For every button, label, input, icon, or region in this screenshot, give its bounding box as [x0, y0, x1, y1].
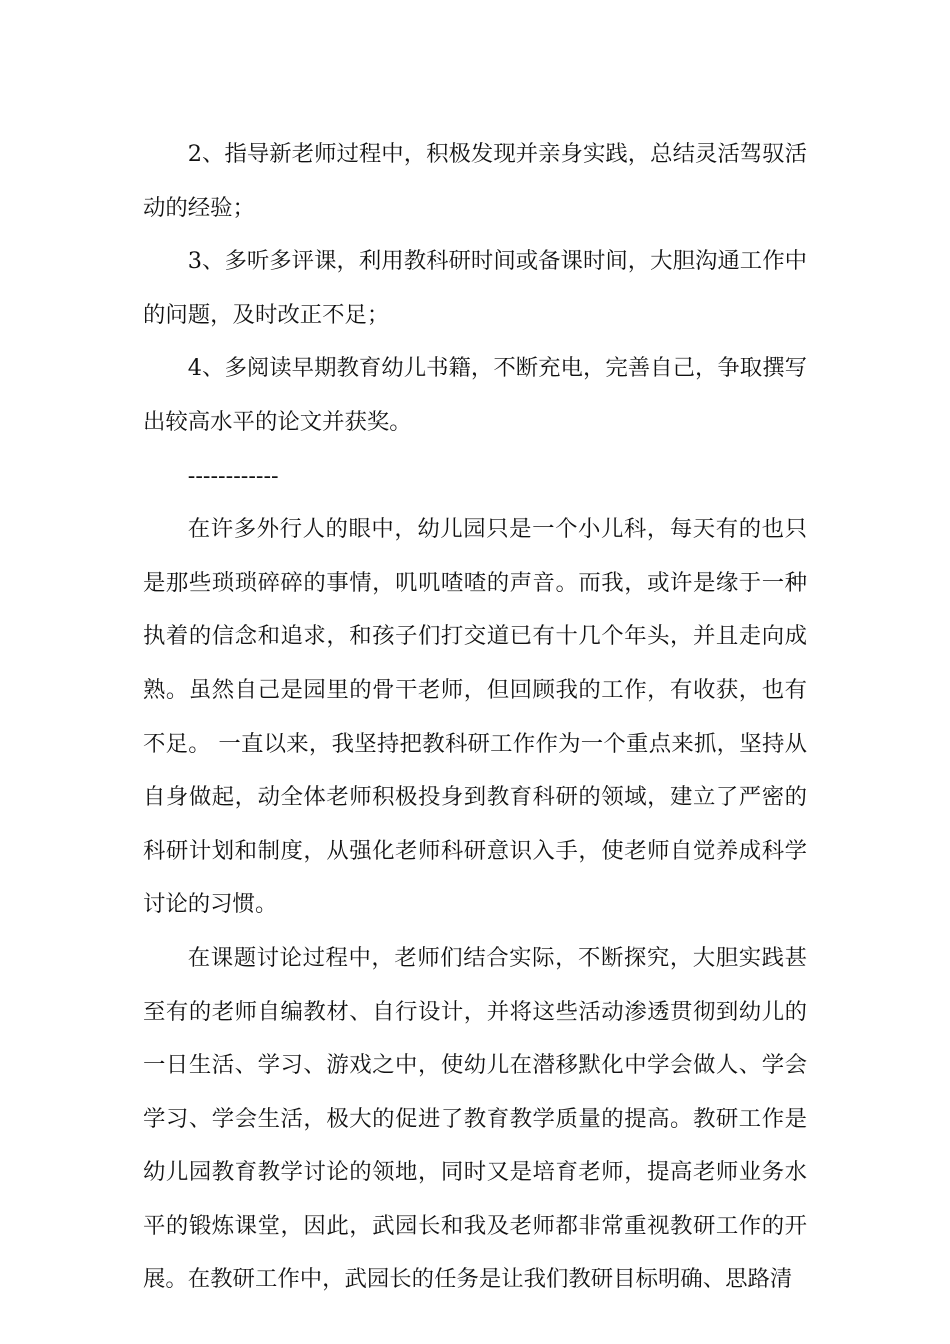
section-separator: ------------ — [187, 462, 279, 489]
list-item-4: 4、多阅读早期教育幼儿书籍，不断充电，完善自己，争取撰写出较高水平的论文并获奖。 — [143, 355, 807, 435]
list-item-3: 3、多听多评课，利用教科研时间或备课时间，大胆沟通工作中的问题，及时改正不足； — [143, 248, 807, 328]
document-body — [143, 128, 807, 1307]
list-item-2: 2、指导新老师过程中，积极发现并亲身实践，总结灵活驾驭活动的经验； — [143, 141, 807, 221]
paragraph-intro: 在许多外行人的眼中，幼儿园只是一个小儿科，每天有的也只是那些琐琐碎碎的事情，叽叽喳喳的声音。而我，或许是缘于一种执着的信念和追求，和孩子们打交道已有十几个年头，并且走向成熟。虽然自己是园里的骨干老师，但回顾我的工作，有收获，也有不足。 一直以来，我坚持把教科研工作作为一个重点来抓，坚持从自身做起，动全体老师积极投身到教育科研的领域，建立了严密的科研计划和制度，从强化老师科研意识入手，使老师自觉养成科学讨论的习惯。 — [143, 516, 807, 918]
paragraph-research: 在课题讨论过程中，老师们结合实际，不断探究，大胆实践甚至有的老师自编教材、自行设计，并将这些活动渗透贯彻到幼儿的一日生活、学习、游戏之中，使幼儿在潜移默化中学会做人、学会学习、学会生活，极大的促进了教育教学质量的提高。教研工作是幼儿园教育教学讨论的领地，同时又是培育老师，提高老师业务水平的锻炼课堂，因此，武园长和我及老师都非常重视教研工作的开展。在教研工作中，武园长的任务是让我们教研目标明确、思路清 — [143, 944, 807, 1293]
